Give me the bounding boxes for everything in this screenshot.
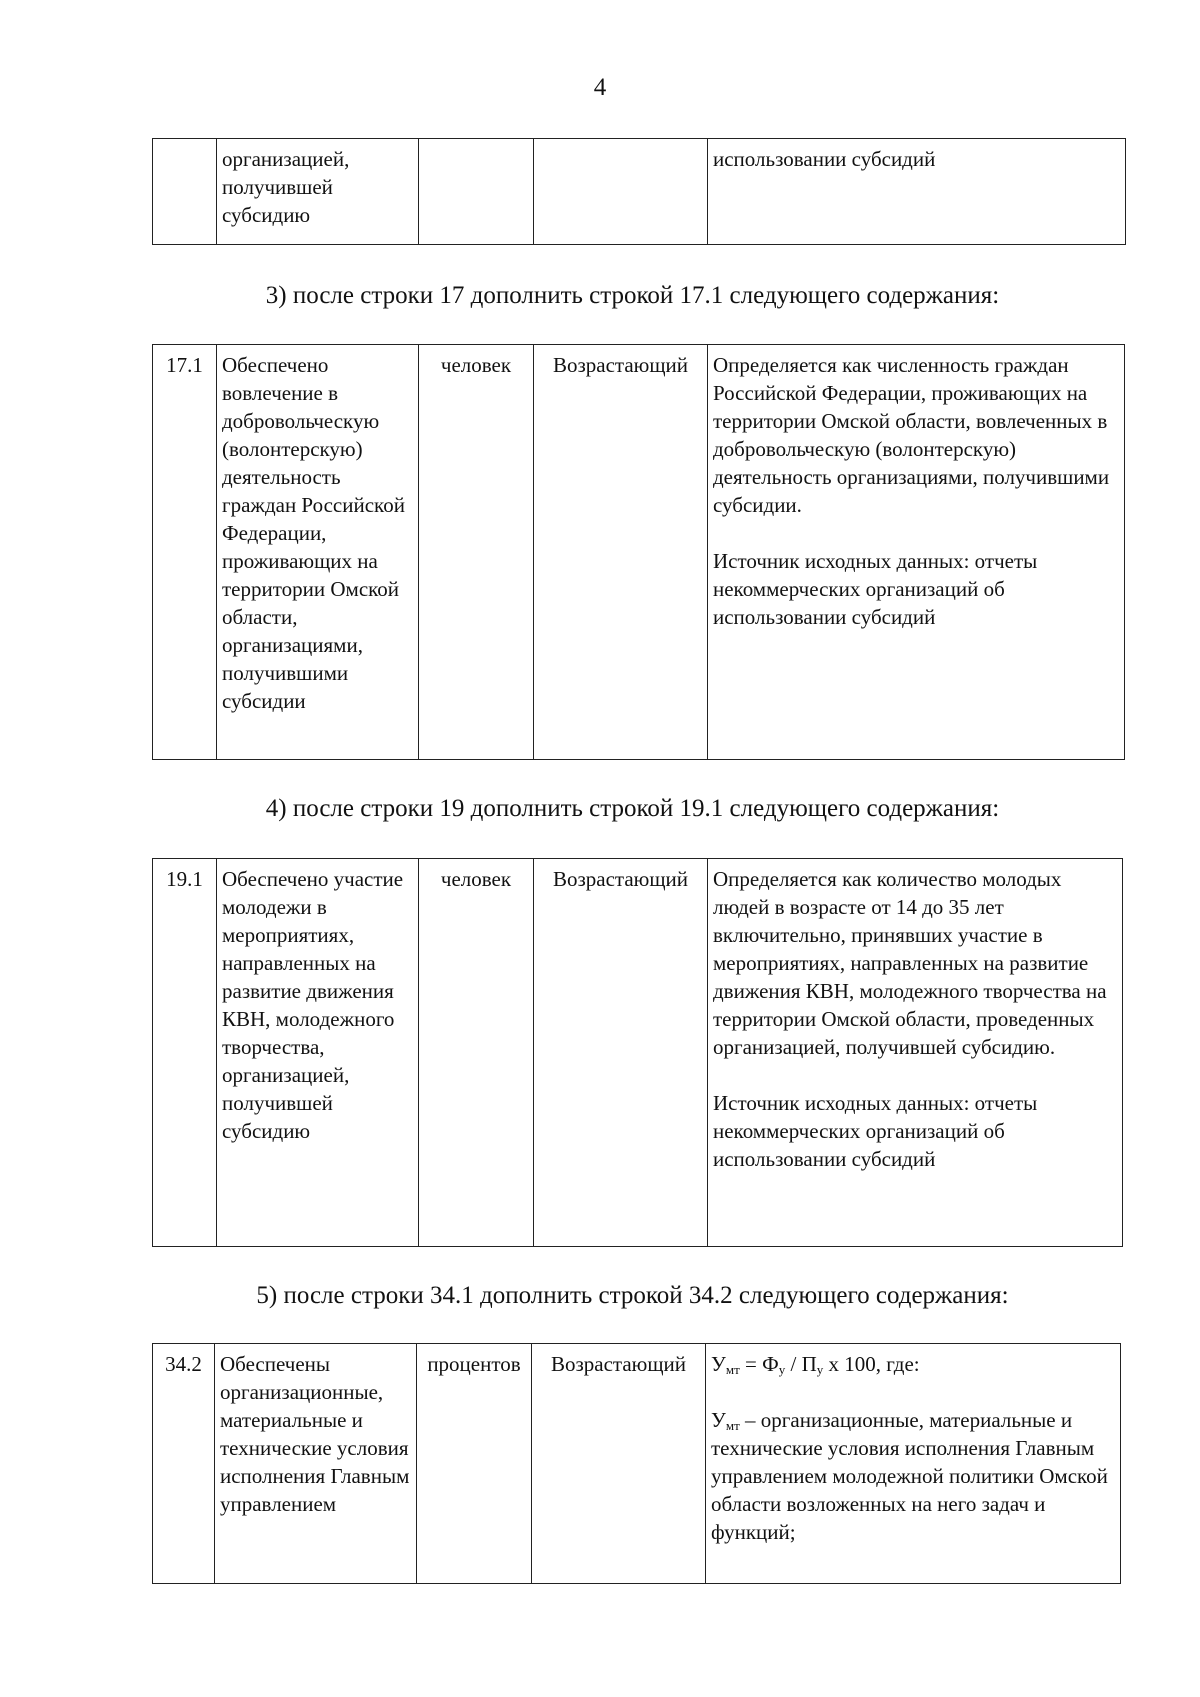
row-number-cell: 17.1	[153, 345, 217, 760]
trend-cell	[534, 139, 708, 245]
table-row-34-2	[152, 1343, 1121, 1584]
indicator-name-cell: Обеспечены организационные, материальные и технические условия исполнения Главным управлением	[215, 1344, 417, 1584]
method-cell	[706, 1344, 1121, 1584]
section-heading-5: 5) после строки 34.1 дополнить строкой 34.2 следующего содержания:	[256, 1282, 1009, 1309]
table-row-17-1	[152, 344, 1125, 760]
unit-cell: процентов	[417, 1344, 532, 1584]
indicator-name-cell: Обеспечено участие молодежи в мероприятиях, направленных на развитие движения КВН, молодежного творчества, организацией, получившей субсидию	[217, 859, 419, 1247]
section-heading-3: 3) после строки 17 дополнить строкой 17.1 следующего содержания:	[265, 282, 1000, 309]
trend-cell: Возрастающий	[534, 345, 708, 760]
page-number: 4	[593, 74, 607, 101]
table-row	[153, 345, 1125, 760]
unit-cell: человек	[419, 345, 534, 760]
method-cell	[708, 859, 1123, 1247]
row-number-cell: 34.2	[153, 1344, 215, 1584]
section-heading-4: 4) после строки 19 дополнить строкой 19.1 следующего содержания:	[265, 795, 1000, 822]
table-continuation	[152, 138, 1126, 245]
indicator-name-cell: Обеспечено вовлечение в добровольческую (волонтерскую) деятельность граждан Российской Федерации, проживающих на территории Омской области, организациями, получившими субсидии	[217, 345, 419, 760]
indicator-name-cell: организацией, получившей субсидию	[217, 139, 419, 245]
table-row-19-1	[152, 858, 1123, 1247]
table-row	[153, 139, 1126, 245]
trend-cell: Возрастающий	[534, 859, 708, 1247]
data-source-note: Источник исходных данных: отчеты некоммерческих организаций об использовании субсидий	[713, 549, 1038, 629]
table-row	[153, 1344, 1121, 1584]
unit-cell: человек	[419, 859, 534, 1247]
table-row	[153, 859, 1123, 1247]
method-description: Определяется как численность граждан Российской Федерации, проживающих на территории Омской области, вовлеченных в добровольческую (волонтерскую) деятельность организациями, получившими субсидии.	[713, 353, 1110, 517]
unit-cell	[419, 139, 534, 245]
method-description: Определяется как количество молодых людей в возрасте от 14 до 35 лет включительно, принявших участие в мероприятиях, направленных на развитие движения КВН, молодежного творчества на территории Омской области, проведенных организацией, получившей субсидию.	[713, 867, 1107, 1059]
formula-definition: $У_{мт}$ – организационные, материальные и технические условия исполнения Главным управлением молодежной политики Омской области возложенных на него задач и функций;	[711, 1408, 1108, 1544]
calculation-formula: $У_{мт} = Ф_у / П_у$ x 100, где:	[711, 1352, 920, 1377]
method-cell	[708, 345, 1125, 760]
row-number-cell: 19.1	[153, 859, 217, 1247]
trend-cell: Возрастающий	[532, 1344, 706, 1584]
method-cell: использовании субсидий	[708, 139, 1126, 245]
row-number-cell	[153, 139, 217, 245]
data-source-note: Источник исходных данных: отчеты некоммерческих организаций об использовании субсидий	[713, 1091, 1038, 1171]
